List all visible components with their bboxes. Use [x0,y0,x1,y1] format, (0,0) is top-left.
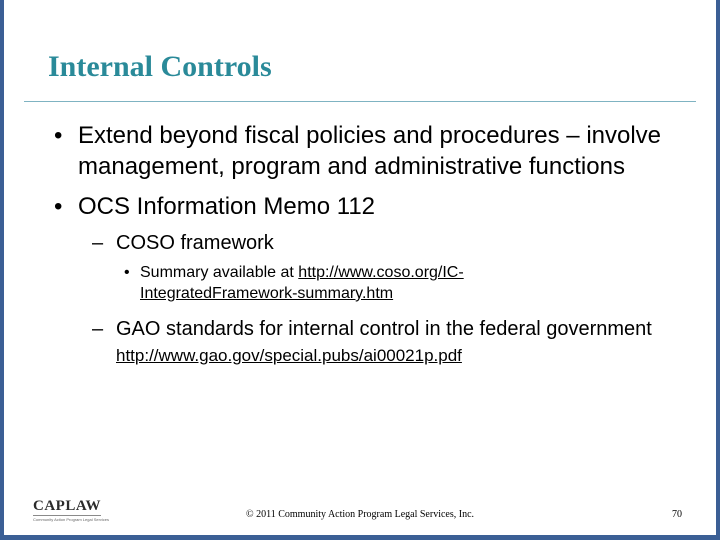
slide-frame-bottom [0,535,720,540]
bullet-marker: • [54,193,63,220]
logo-tagline: Community Action Program Legal Services [33,517,110,522]
footer-copyright: © 2011 Community Action Program Legal Services, Inc. [245,509,475,520]
logo-wordmark: CAPLAW [33,498,102,514]
coso-summary-link[interactable]: http://www.coso.org/IC-IntegratedFramework-summary.htm [140,264,464,302]
title-divider [24,101,696,102]
sub-bullet-item [92,230,676,256]
slide-title: Internal Controls [48,50,272,83]
sub-bullet-text: GAO standards for internal control in the federal government [116,318,652,340]
sub-bullet-text: COSO framework [116,232,274,254]
gao-standards-link[interactable]: http://www.gao.gov/special.pubs/ai00021p.pdf [116,346,462,365]
bullet-list [0,120,720,369]
sub-bullet-item [92,316,676,369]
dash-marker: – [92,318,104,340]
page-number: 70 [672,509,682,520]
bullet-text: Extend beyond fiscal policies and procedures – involve management, program and administrative functions [78,122,662,180]
sub-sub-bullet-item [124,262,620,304]
bullet-item [52,120,668,182]
bullet-item [52,191,668,222]
bullet-marker: • [124,264,130,281]
sub-sub-bullet-text: Summary available at [140,264,299,281]
bullet-text: OCS Information Memo 112 [78,193,376,220]
bullet-marker: • [54,122,63,149]
dash-marker: – [92,232,104,254]
